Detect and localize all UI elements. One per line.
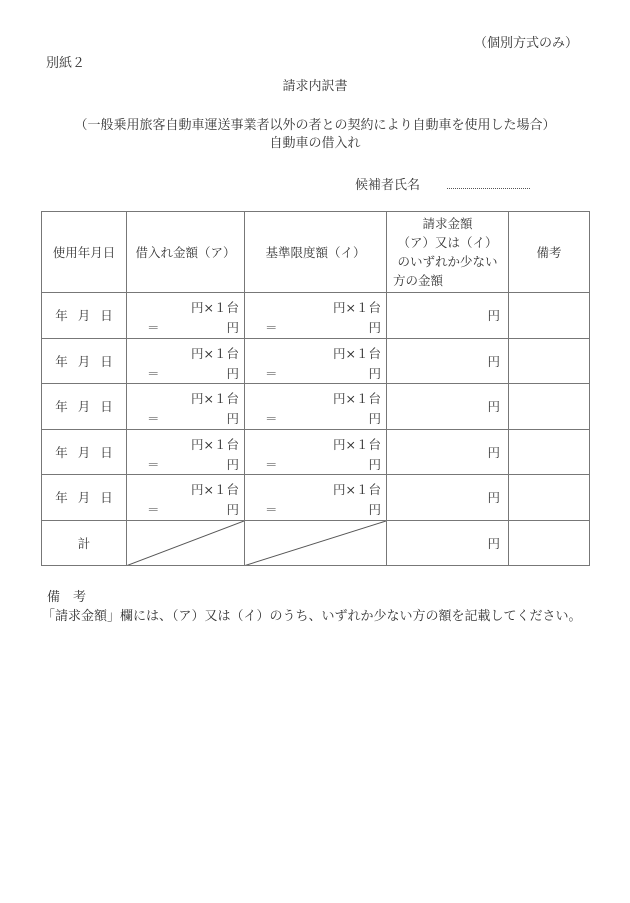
- header-claim-line-4: 方の金額: [393, 273, 444, 288]
- yen-unit: 円: [368, 411, 381, 426]
- day-label: 日: [100, 399, 113, 415]
- unit-expression: 円×１台: [191, 391, 239, 406]
- unit-expression: 円×１台: [333, 300, 381, 315]
- yen-unit: 円: [487, 399, 500, 415]
- yen-unit: 円: [226, 411, 239, 426]
- equals-sign: ＝: [147, 365, 160, 381]
- month-label: 月: [77, 353, 91, 369]
- date-cell[interactable]: [42, 475, 127, 521]
- date-cell[interactable]: [42, 338, 127, 384]
- equals-sign: ＝: [265, 411, 278, 426]
- equals-sign: ＝: [147, 456, 160, 472]
- limit-total-crossed-cell: [245, 520, 387, 566]
- rental-amount-cell[interactable]: [127, 475, 245, 521]
- unit-expression: 円×１台: [191, 300, 239, 315]
- unit-expression: 円×１台: [333, 391, 381, 406]
- page-subtitle: （一般乗用旅客自動車運送事業者以外の者との契約により自動車を使用した場合）: [74, 118, 556, 133]
- claim-total-cell[interactable]: [387, 520, 509, 566]
- year-label: 年: [55, 308, 68, 324]
- yen-unit: 円: [487, 535, 500, 551]
- diagonal-strike-icon: [127, 521, 244, 566]
- yen-unit: 円: [226, 320, 239, 335]
- table-row: [42, 384, 590, 430]
- claim-amount-cell[interactable]: [387, 384, 509, 430]
- unit-expression: 円×１台: [191, 436, 239, 452]
- remarks-heading: [47, 586, 99, 605]
- equals-sign: ＝: [265, 502, 278, 517]
- diagonal-strike-icon: [245, 521, 386, 566]
- header-claim-amount: [387, 212, 509, 293]
- claim-amount-cell[interactable]: [387, 338, 509, 384]
- candidate-name-field[interactable]: [447, 188, 530, 189]
- unit-expression: 円×１台: [333, 345, 381, 361]
- unit-expression: 円×１台: [191, 345, 239, 361]
- date-cell[interactable]: [42, 384, 127, 430]
- candidate-name-label: 候補者氏名: [355, 178, 421, 193]
- claim-amount-cell[interactable]: [387, 475, 509, 521]
- notes-cell[interactable]: [509, 338, 590, 384]
- notes-cell[interactable]: [509, 384, 590, 430]
- total-notes-cell[interactable]: [509, 520, 590, 566]
- rental-amount-cell[interactable]: [127, 338, 245, 384]
- equals-sign: ＝: [265, 365, 278, 381]
- rental-amount-cell[interactable]: [127, 293, 245, 339]
- yen-unit: 円: [226, 456, 239, 472]
- month-label: 月: [77, 308, 91, 324]
- year-label: 年: [55, 490, 68, 506]
- month-label: 月: [77, 490, 91, 506]
- yen-unit: 円: [487, 490, 500, 506]
- yen-unit: 円: [487, 444, 500, 460]
- yen-unit: 円: [226, 365, 239, 381]
- breakdown-table: [41, 211, 590, 566]
- table-header-row: [42, 212, 590, 293]
- yen-unit: 円: [226, 502, 239, 517]
- table-row: [42, 293, 590, 339]
- yen-unit: 円: [368, 502, 381, 517]
- unit-expression: 円×１台: [333, 482, 381, 497]
- yen-unit: 円: [487, 353, 500, 369]
- attachment-label: 別紙２: [46, 56, 86, 71]
- individual-method-note: （個別方式のみ）: [473, 36, 578, 51]
- header-notes: 備考: [509, 212, 590, 293]
- total-label: 計: [42, 520, 127, 566]
- total-row: [42, 520, 590, 566]
- rental-amount-cell[interactable]: [127, 429, 245, 475]
- yen-unit: 円: [368, 456, 381, 472]
- month-label: 月: [77, 399, 91, 415]
- claim-amount-cell[interactable]: [387, 293, 509, 339]
- header-limit-amount: 基準限度額（イ）: [245, 212, 387, 293]
- claim-amount-cell[interactable]: [387, 429, 509, 475]
- equals-sign: ＝: [147, 320, 160, 335]
- day-label: 日: [100, 308, 113, 324]
- notes-cell[interactable]: [509, 429, 590, 475]
- notes-cell[interactable]: [509, 475, 590, 521]
- yen-unit: 円: [368, 320, 381, 335]
- date-cell[interactable]: [42, 429, 127, 475]
- remarks-heading-char-1: 備: [47, 590, 61, 605]
- limit-amount-cell[interactable]: [245, 475, 387, 521]
- month-label: 月: [77, 444, 91, 460]
- header-claim-line-3: のいずれか少ない: [397, 254, 498, 269]
- date-cell[interactable]: [42, 293, 127, 339]
- yen-unit: 円: [368, 365, 381, 381]
- day-label: 日: [100, 444, 113, 460]
- limit-amount-cell[interactable]: [245, 338, 387, 384]
- table-row: [42, 338, 590, 384]
- page-title: 請求内訳書: [282, 79, 348, 94]
- year-label: 年: [55, 353, 68, 369]
- limit-amount-cell[interactable]: [245, 429, 387, 475]
- table-row: [42, 475, 590, 521]
- header-claim-line-1: 請求金額: [422, 216, 473, 231]
- equals-sign: ＝: [147, 502, 160, 517]
- remarks-heading-char-2: 考: [73, 590, 87, 605]
- limit-amount-cell[interactable]: [245, 384, 387, 430]
- limit-amount-cell[interactable]: [245, 293, 387, 339]
- day-label: 日: [100, 353, 113, 369]
- year-label: 年: [55, 444, 68, 460]
- remarks-text: 「請求金額」欄には、（ア）又は（イ）のうち、いずれか少ない方の額を記載してください。: [42, 609, 582, 624]
- header-rental-amount: 借入れ金額（ア）: [127, 212, 245, 293]
- rental-total-crossed-cell: [127, 520, 245, 566]
- header-date: 使用年月日: [42, 212, 127, 293]
- unit-expression: 円×１台: [191, 482, 239, 497]
- header-claim-line-2: （ア）又は（イ）: [397, 235, 498, 250]
- unit-expression: 円×１台: [333, 436, 381, 452]
- table-row: [42, 429, 590, 475]
- day-label: 日: [100, 490, 113, 506]
- equals-sign: ＝: [147, 411, 160, 426]
- page-subtitle-rental: 自動車の借入れ: [269, 136, 361, 151]
- yen-unit: 円: [487, 308, 500, 324]
- rental-amount-cell[interactable]: [127, 384, 245, 430]
- year-label: 年: [55, 399, 68, 415]
- equals-sign: ＝: [265, 320, 278, 335]
- notes-cell[interactable]: [509, 293, 590, 339]
- equals-sign: ＝: [265, 456, 278, 472]
